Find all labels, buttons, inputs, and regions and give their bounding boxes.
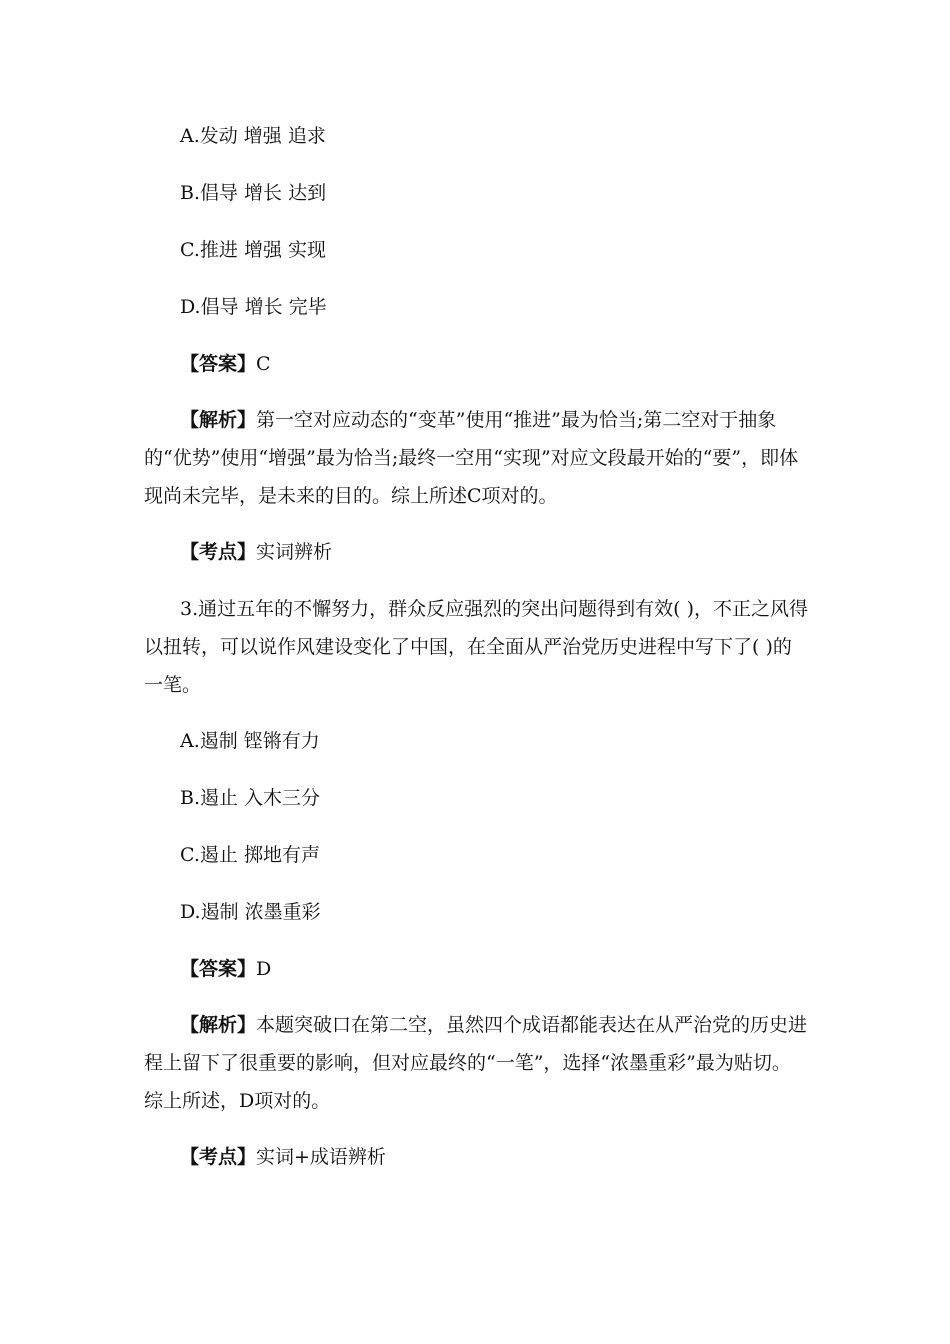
- q3-answer-label: 【答案】: [180, 958, 257, 980]
- q2-option-b: B.倡导 增长 达到: [180, 182, 327, 204]
- q3-analysis-text: 本题突破口在第二空，虽然四个成语都能表达在从严治党的历史进程上留下了很重要的影响，但对应最终的“一笔”，选择“浓墨重彩”最为贴切。综上所述，D项对的。: [144, 1014, 808, 1112]
- q3-option-d: D.遏制 浓墨重彩: [180, 901, 321, 923]
- q2-analysis-text: 第一空对应动态的“变革”使用“推进”最为恰当;第二空对于抽象的“优势”使用“增强”最为恰当;最终一空用“实现”对应文段最开始的“要”，即体现尚未完毕，是未来的目的。综上所述C项对的。: [144, 409, 799, 507]
- q2-point-label: 【考点】: [180, 541, 257, 563]
- q2-option-d: D.倡导 增长 完毕: [180, 296, 327, 318]
- q3-analysis: [144, 1006, 808, 1120]
- q2-analysis-label: 【解析】: [180, 409, 257, 431]
- q3-analysis-label: 【解析】: [180, 1014, 257, 1036]
- q3-option-a: A.遏制 铿锵有力: [180, 730, 320, 752]
- q3-option-c: C.遏止 掷地有声: [180, 844, 320, 866]
- q2-answer-value: C: [256, 353, 271, 375]
- q3-question: 3.通过五年的不懈努力，群众反应强烈的突出问题得到有效( )，不正之风得以扭转，可以说作风建设变化了中国，在全面从严治党历史进程中写下了( )的一笔。: [144, 598, 808, 696]
- q2-answer: [180, 345, 271, 383]
- q3-point: [180, 1138, 386, 1176]
- q2-point-value: 实词辨析: [256, 541, 333, 563]
- q2-point: [180, 533, 332, 571]
- q3-point-label: 【考点】: [180, 1146, 257, 1168]
- q2-option-a: A.发动 增强 追求: [180, 125, 326, 147]
- q3-answer: [180, 950, 271, 988]
- q3-point-value: 实词+成语辨析: [256, 1146, 386, 1168]
- q3-answer-value: D: [256, 958, 272, 980]
- q2-analysis: [144, 401, 808, 515]
- q2-option-c: C.推进 增强 实现: [180, 239, 326, 261]
- q3-option-b: B.遏止 入木三分: [180, 787, 321, 809]
- q2-answer-label: 【答案】: [180, 353, 257, 375]
